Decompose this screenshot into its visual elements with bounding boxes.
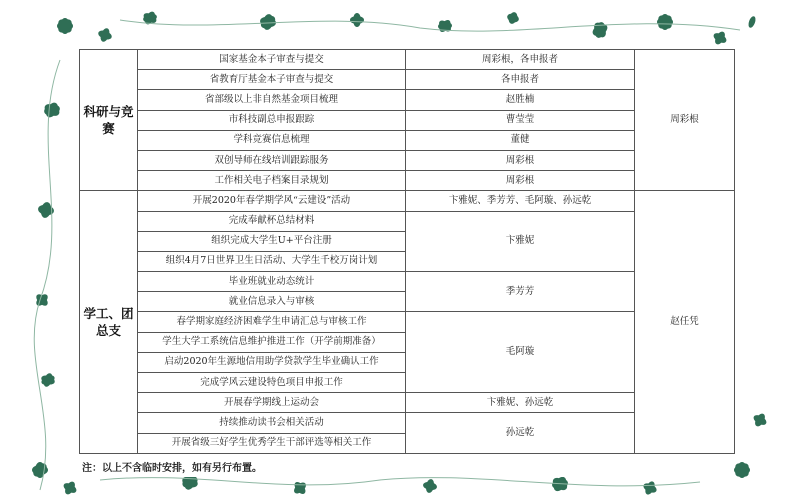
task-cell: 市科技副总申报跟踪 xyxy=(138,110,406,130)
category-cell: 科研与竞赛 xyxy=(80,50,138,191)
task-cell: 学科竞赛信息梳理 xyxy=(138,130,406,150)
owner-cell: 卞雅妮 xyxy=(406,211,635,272)
task-cell: 完成学风云建设特色项目申报工作 xyxy=(138,373,406,393)
owner-cell: 季芳芳 xyxy=(406,272,635,312)
task-cell: 开展省级三好学生优秀学生干部评选等相关工作 xyxy=(138,433,406,453)
table-row xyxy=(80,50,735,70)
owner-cell: 董健 xyxy=(406,130,635,150)
owner-cell: 赵胜楠 xyxy=(406,90,635,110)
task-cell: 完成奉献杯总结材料 xyxy=(138,211,406,231)
supervisor-cell: 周彩根 xyxy=(635,50,735,191)
task-cell: 开展春学期线上运动会 xyxy=(138,393,406,413)
owner-cell: 孙远乾 xyxy=(406,413,635,453)
owner-cell: 曹莹莹 xyxy=(406,110,635,130)
owner-cell: 周彩根 xyxy=(406,150,635,170)
owner-cell: 卞雅妮、孙远乾 xyxy=(406,393,635,413)
category-cell: 学工、团总支 xyxy=(80,191,138,453)
task-cell: 双创导师在线培训跟踪服务 xyxy=(138,150,406,170)
task-cell: 持续推动读书会相关活动 xyxy=(138,413,406,433)
supervisor-cell: 赵任凭 xyxy=(635,191,735,453)
table-row xyxy=(80,191,735,211)
task-cell: 工作相关电子档案目录规划 xyxy=(138,171,406,191)
footnote: 注：以上不含临时安排，如有另行布置。 xyxy=(82,463,262,474)
task-cell: 组织完成大学生U+平台注册 xyxy=(138,231,406,251)
task-cell: 开展2020年春学期学风“云建设”活动 xyxy=(138,191,406,211)
task-cell: 省教育厅基金本子审查与提交 xyxy=(138,70,406,90)
task-cell: 省部级以上非自然基金项目梳理 xyxy=(138,90,406,110)
task-cell: 春学期家庭经济困难学生申请汇总与审核工作 xyxy=(138,312,406,332)
task-cell: 毕业班就业动态统计 xyxy=(138,272,406,292)
task-cell: 就业信息录入与审核 xyxy=(138,292,406,312)
task-cell: 组织4月7日世界卫生日活动、大学生千校万岗计划 xyxy=(138,251,406,271)
owner-cell: 周彩根 xyxy=(406,171,635,191)
owner-cell: 卞雅妮、季芳芳、毛阿璇、孙远乾 xyxy=(406,191,635,211)
owner-cell: 周彩根，各申报者 xyxy=(406,50,635,70)
task-cell: 启动2020年生源地信用助学贷款学生毕业确认工作 xyxy=(138,352,406,372)
work-arrangement-table xyxy=(79,49,735,454)
owner-cell: 各申报者 xyxy=(406,70,635,90)
owner-cell: 毛阿璇 xyxy=(406,312,635,393)
task-cell: 学生大学工系统信息维护推进工作（开学前期准备） xyxy=(138,332,406,352)
task-cell: 国家基金本子审查与提交 xyxy=(138,50,406,70)
